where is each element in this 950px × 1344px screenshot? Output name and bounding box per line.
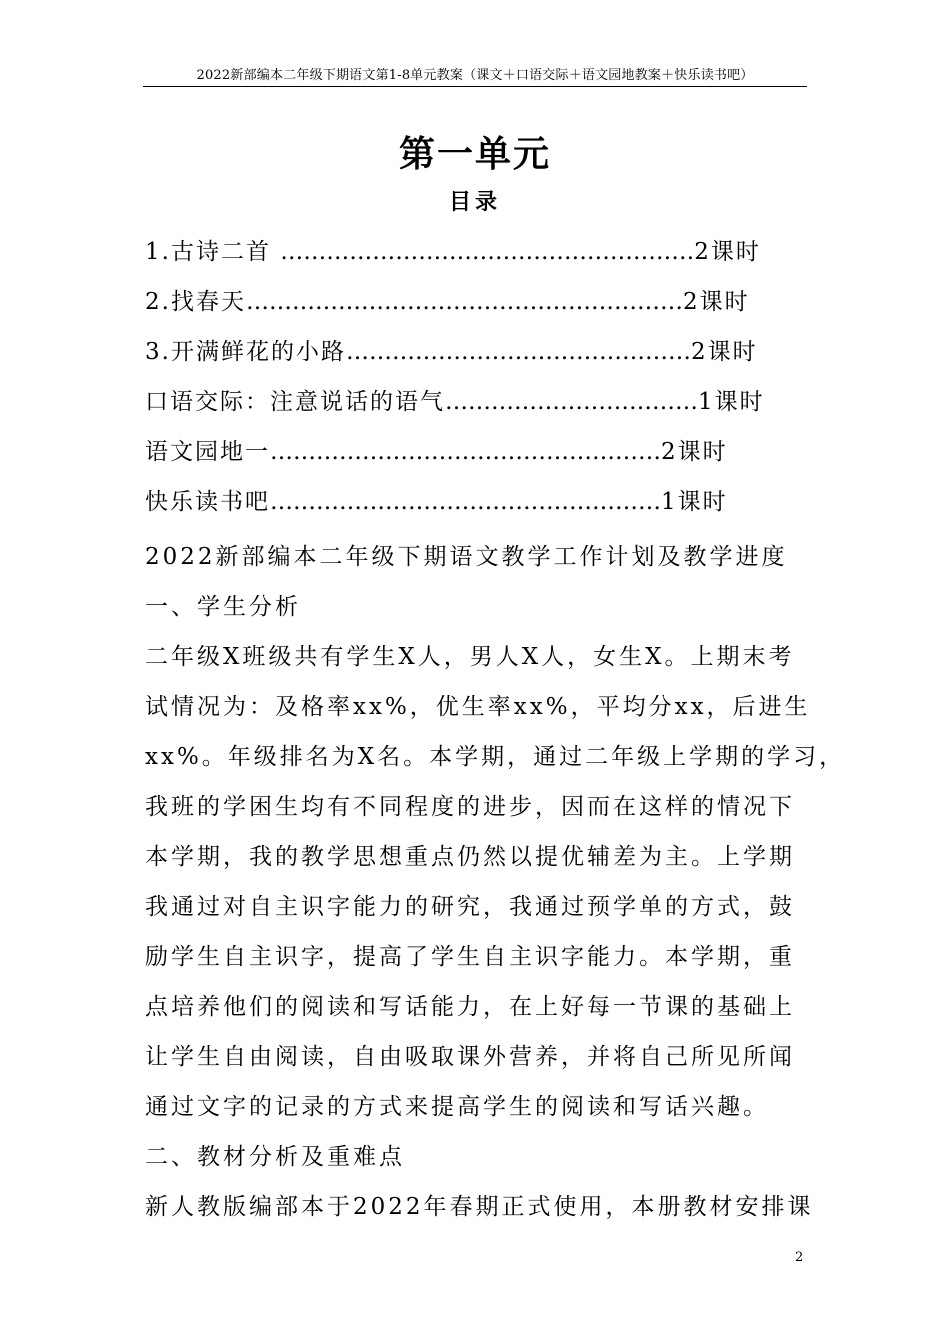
- paragraph-line: xx%。年级排名为X名。本学期，通过二年级上学期的学习，: [145, 744, 846, 770]
- paragraph-line: 让学生自由阅读，自由吸取课外营养，并将自己所见所闻: [145, 1044, 795, 1070]
- section-heading: 一、学生分析: [145, 594, 301, 620]
- paragraph-line: 二年级X班级共有学生X人，男人X人，女生X。上期末考: [145, 644, 795, 670]
- header-divider: [143, 86, 807, 87]
- toc-entry-hours: 2课时: [690, 339, 758, 365]
- toc-leader-dots: ………………………………………………: [280, 239, 695, 265]
- paragraph-line: 励学生自主识字，提高了学生自主识字能力。本学期，重: [145, 944, 795, 970]
- toc-entry-title: 口语交际：注意说话的语气: [145, 389, 445, 415]
- paragraph-line: 通过文字的记录的方式来提高学生的阅读和写话兴趣。: [145, 1094, 769, 1120]
- section-heading: 二、教材分析及重难点: [145, 1144, 405, 1170]
- toc-leader-dots: …………………………………………………: [245, 289, 683, 315]
- toc-entry-title: 1.古诗二首: [145, 239, 281, 265]
- toc-entry-hours: 2课时: [694, 239, 761, 265]
- plan-title: 2022新部编本二年级下期语文教学工作计划及教学进度: [145, 544, 788, 570]
- toc-leader-dots: ……………………………: [445, 389, 698, 415]
- page-header: 2022新部编本二年级下期语文第1-8单元教案（课文＋口语交际＋语文园地教案＋快乐读书吧）: [196, 68, 754, 83]
- paragraph-line: 我通过对自主识字能力的研究，我通过预学单的方式，鼓: [145, 894, 795, 920]
- toc-heading: 目录: [448, 190, 501, 215]
- paragraph-line: 本学期，我的教学思想重点仍然以提优辅差为主。上学期: [145, 844, 795, 870]
- toc-entry-hours: 2课时: [661, 439, 728, 465]
- toc-entry[interactable]: [145, 282, 785, 332]
- toc-entry[interactable]: [145, 482, 785, 532]
- toc-entry-hours: 1课时: [661, 489, 728, 515]
- toc-entry[interactable]: [145, 382, 785, 432]
- toc-entry[interactable]: [145, 432, 785, 482]
- unit-title: 第一单元: [398, 134, 551, 175]
- toc-entry[interactable]: [145, 332, 785, 382]
- toc-entry[interactable]: [145, 232, 785, 282]
- toc-leader-dots: ……………………………………………: [270, 489, 661, 515]
- paragraph-line: 试情况为：及格率xx%，优生率xx%，平均分xx，后进生: [145, 694, 811, 720]
- toc-entry-hours: 1课时: [698, 389, 765, 415]
- table-of-contents: [145, 232, 785, 532]
- toc-leader-dots: ……………………………………………: [270, 439, 661, 465]
- toc-entry-title: 语文园地一: [145, 439, 270, 465]
- document-body: [145, 532, 846, 1232]
- toc-entry-title: 2.找春天: [145, 289, 246, 315]
- toc-entry-title: 快乐读书吧: [145, 489, 270, 515]
- paragraph-line: 我班的学困生均有不同程度的进步，因而在这样的情况下: [145, 794, 795, 820]
- paragraph-line: 新人教版编部本于2022年春期正式使用，本册教材安排课: [145, 1194, 814, 1220]
- toc-entry-title: 3.开满鲜花的小路: [145, 339, 346, 365]
- toc-leader-dots: ………………………………………: [345, 339, 691, 365]
- page-number: 2: [795, 1250, 804, 1265]
- paragraph-line: 点培养他们的阅读和写话能力，在上好每一节课的基础上: [145, 994, 795, 1020]
- toc-entry-hours: 2课时: [682, 289, 750, 315]
